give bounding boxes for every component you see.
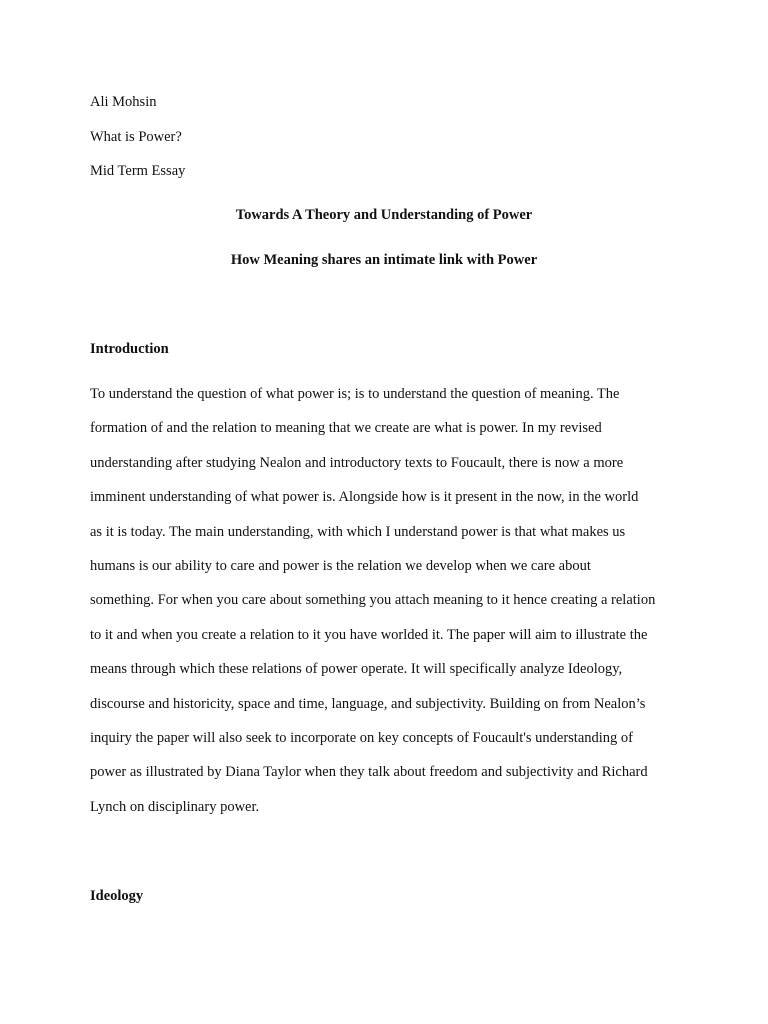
paragraph-line: Lynch on disciplinary power. bbox=[90, 798, 260, 815]
paragraph-line: To understand the question of what power is; is to understand the question of meaning. The bbox=[90, 386, 620, 402]
paragraph-line: humans is our ability to care and power is the relation we develop when we care about bbox=[90, 557, 591, 574]
paragraph-line: understanding after studying Nealon and introductory texts to Foucault, there is now a more bbox=[90, 454, 624, 471]
paragraph-line: power as illustrated by Diana Taylor when they talk about freedom and subjectivity and Richard bbox=[90, 764, 648, 781]
paragraph-line: formation of and the relation to meaning that we create are what is power. In my revised bbox=[90, 420, 602, 437]
paragraph-line: something. For when you care about something you attach meaning to it hence creating a relation bbox=[90, 592, 656, 609]
course-title: What is Power? bbox=[90, 129, 182, 145]
essay-title: Towards A Theory and Understanding of Power bbox=[235, 207, 533, 223]
paragraph-line: imminent understanding of what power is. Alongside how is it present in the now, in the world bbox=[90, 489, 639, 506]
section-heading-introduction: Introduction bbox=[90, 341, 169, 357]
introduction-paragraph bbox=[90, 384, 680, 831]
section-heading-ideology: Ideology bbox=[90, 888, 144, 904]
paragraph-line: means through which these relations of power operate. It will specifically analyze Ideology, bbox=[90, 661, 623, 678]
paragraph-line: inquiry the paper will also seek to incorporate on key concepts of Foucault's understanding of bbox=[90, 729, 633, 746]
paragraph-line: discourse and historicity, space and time, language, and subjectivity. Building on from Nealon’s bbox=[90, 695, 646, 712]
paragraph-line: as it is today. The main understanding, with which I understand power is that what makes us bbox=[90, 523, 626, 540]
paragraph-line: to it and when you create a relation to it you have worlded it. The paper will aim to illustrate the bbox=[90, 626, 648, 643]
assignment-type: Mid Term Essay bbox=[90, 163, 186, 179]
author-name: Ali Mohsin bbox=[90, 94, 157, 110]
essay-subtitle: How Meaning shares an intimate link with Power bbox=[230, 252, 538, 268]
